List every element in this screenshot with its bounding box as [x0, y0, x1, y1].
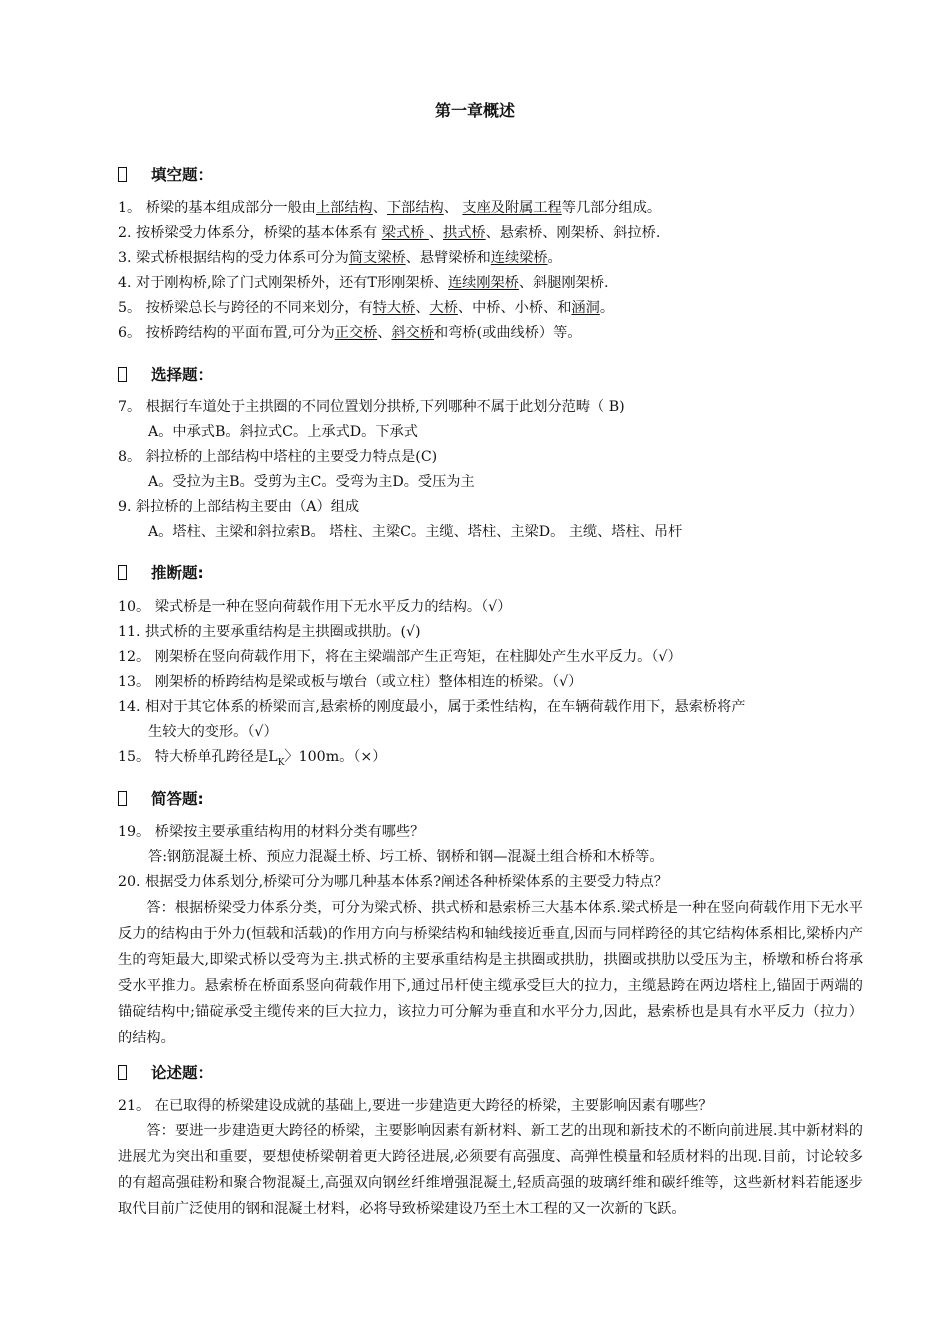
answer: 连续刚架桥 — [447, 275, 519, 291]
text: 等几部分组成。 — [561, 200, 662, 216]
section-title: 论述题： — [151, 1064, 214, 1082]
question-19: 19。 桥梁按主要承重结构用的材料分类有哪些？ — [118, 824, 425, 840]
answer: 梁式桥 — [381, 225, 429, 241]
text: 、 — [443, 200, 463, 216]
chapter-title: 第一章概述 — [434, 101, 515, 120]
section-title: 填空题： — [151, 166, 214, 184]
text: 、悬索桥、刚架桥、斜拉桥. — [485, 225, 661, 241]
answer: 下部结构 — [386, 200, 444, 216]
answer: 大桥 — [429, 300, 458, 316]
checkbox-icon — [118, 1065, 127, 1080]
answer-20: 答：根据桥梁受力体系分类，可分为梁式桥、拱式桥和悬索桥三大基本体系.梁式桥是一种在竖向荷载作用下无水平反力的结构由于外力(恒载和活载)的作用方向与桥梁结构和轴线接近垂直,因而与同样跨径的其它结构体系相比,梁桥内产生的弯矩最大,即梁式桥以受弯为主.拱式桥的主要承重结构是主拱圈或拱肋，拱圈或拱肋以受压为主，桥墩和桥台将承受水平推力。悬索桥在桥面系竖向荷载作用下,通过吊杆使主缆承受巨大的拉力，主缆悬跨在两边塔柱上,锚固于两端的锚碇结构中;锚碇承受主缆传来的巨大拉力，该拉力可分解为垂直和水平分力,因此，悬索桥也是具有水平反力（拉力）的结构。 — [118, 900, 863, 1046]
text: 、斜腿刚架桥. — [518, 275, 609, 291]
text: 、 — [377, 325, 392, 341]
question-6 — [118, 323, 581, 343]
section-fill-blank — [118, 163, 213, 185]
answer: 连续梁桥 — [490, 250, 548, 266]
text: 。 — [599, 300, 615, 316]
question-8: 8。 斜拉桥的上部结构中塔柱的主要受力特点是(C) — [118, 449, 438, 465]
section-judgement — [118, 561, 204, 583]
section-title: 推断题: — [151, 564, 204, 582]
text: 4. 对于刚构桥,除了门式刚架桥外，还有T形刚架桥、 — [118, 275, 448, 291]
text: 6。 按桥跨结构的平面布置,可分为 — [118, 325, 335, 341]
text: 、中桥、小桥、和 — [457, 300, 572, 316]
question-11: 11. 拱式桥的主要承重结构是主拱圈或拱肋。(√) — [118, 624, 421, 640]
section-essay — [118, 1061, 213, 1083]
checkbox-icon — [118, 367, 127, 382]
answer: 斜交桥 — [391, 325, 435, 341]
text: 3. 梁式桥根据结构的受力体系可分为 — [118, 250, 349, 266]
question-5 — [118, 298, 614, 318]
checkbox-icon — [118, 791, 127, 806]
question-2 — [118, 223, 660, 243]
section-title: 选择题： — [151, 366, 214, 384]
question-7-options: A。中承式B。斜拉式C。上承式D。下承式 — [148, 424, 418, 440]
text: 、悬臂梁桥和 — [405, 250, 491, 266]
question-3 — [118, 248, 562, 268]
text: 15。 特大桥单孔跨径是L — [118, 749, 278, 765]
text: 〉100m。（×） — [284, 749, 387, 765]
text: 和弯桥(或曲线桥）等。 — [434, 325, 582, 341]
section-title: 简答题: — [151, 790, 204, 808]
text: 2. 按桥梁受力体系分，桥梁的基本体系有 — [118, 225, 382, 241]
text: 、 — [372, 200, 387, 216]
answer: 支座及附属工程 — [462, 200, 562, 216]
text: 5。 按桥梁总长与跨径的不同来划分，有 — [118, 300, 373, 316]
question-4 — [118, 273, 609, 293]
checkbox-icon — [118, 565, 127, 580]
answer: 涵洞 — [571, 300, 600, 316]
text: 、 — [428, 225, 444, 241]
section-short-answer — [118, 787, 204, 809]
question-12: 12。 刚架桥在竖向荷载作用下，将在主梁端部产生正弯矩，在柱脚处产生水平反力。（√） — [118, 649, 682, 665]
question-14: 14. 相对于其它体系的桥梁而言,悬索桥的刚度最小，属于柔性结构，在车辆荷载作用下，悬索桥将产 — [118, 699, 746, 715]
question-1 — [118, 198, 661, 218]
text: 、 — [415, 300, 430, 316]
question-7: 7。 根据行车道处于主拱圈的不同位置划分拱桥,下列哪种不属于此划分范畴（ B) — [118, 399, 625, 415]
answer-21: 答：要进一步建造更大跨径的桥梁，主要影响因素有新材料、新工艺的出现和新技术的不断向前进展.其中新材料的进展尤为突出和重要，要想使桥梁朝着更大跨径进展,必须要有高强度、高弹性模量和轻质材料的出现.目前，讨论较多的有超高强硅粉和聚合物混凝土,高强双向钢丝纤维增强混凝土,轻质高强的玻璃纤维和碳纤维等，这些新材料若能逐步取代目前广泛使用的钢和混凝土材料，必将导致桥梁建设乃至土木工程的又一次新的飞跃。 — [118, 1123, 863, 1217]
question-15 — [118, 747, 387, 773]
question-14-continued: 生较大的变形。（√） — [148, 724, 278, 740]
question-20: 20. 根据受力体系划分,桥梁可分为哪几种基本体系?阐述各种桥梁体系的主要受力特点？ — [118, 874, 668, 890]
question-21: 21。 在已取得的桥梁建设成就的基础上,要进一步建造更大跨径的桥梁，主要影响因素有哪些？ — [118, 1098, 713, 1114]
question-9-options: A。塔柱、主梁和斜拉索B。 塔柱、主梁C。主缆、塔柱、主梁D。 主缆、塔柱、吊杆 — [148, 524, 683, 540]
answer: 特大桥 — [372, 300, 416, 316]
answer: 拱式桥 — [443, 225, 486, 241]
question-9: 9. 斜拉桥的上部结构主要由（A）组成 — [118, 499, 360, 515]
question-10: 10。 梁式桥是一种在竖向荷载作用下无水平反力的结构。（√） — [118, 599, 512, 615]
answer: 正交桥 — [334, 325, 378, 341]
text: 。 — [547, 250, 562, 266]
answer-19: 答:钢筋混凝土桥、预应力混凝土桥、圬工桥、钢桥和钢—混凝土组合桥和木桥等。 — [148, 849, 664, 865]
question-8-options: A。受拉为主B。受剪为主C。受弯为主D。受压为主 — [148, 474, 475, 490]
question-13: 13。 刚架桥的桥跨结构是梁或板与墩台（或立柱）整体相连的桥梁。（√） — [118, 674, 583, 690]
subscript: K — [277, 757, 285, 768]
answer: 简支梁桥 — [348, 250, 406, 266]
checkbox-icon — [118, 167, 127, 182]
text: 1。 桥梁的基本组成部分一般由 — [118, 200, 316, 216]
section-choice — [118, 363, 213, 385]
answer: 上部结构 — [315, 200, 373, 216]
